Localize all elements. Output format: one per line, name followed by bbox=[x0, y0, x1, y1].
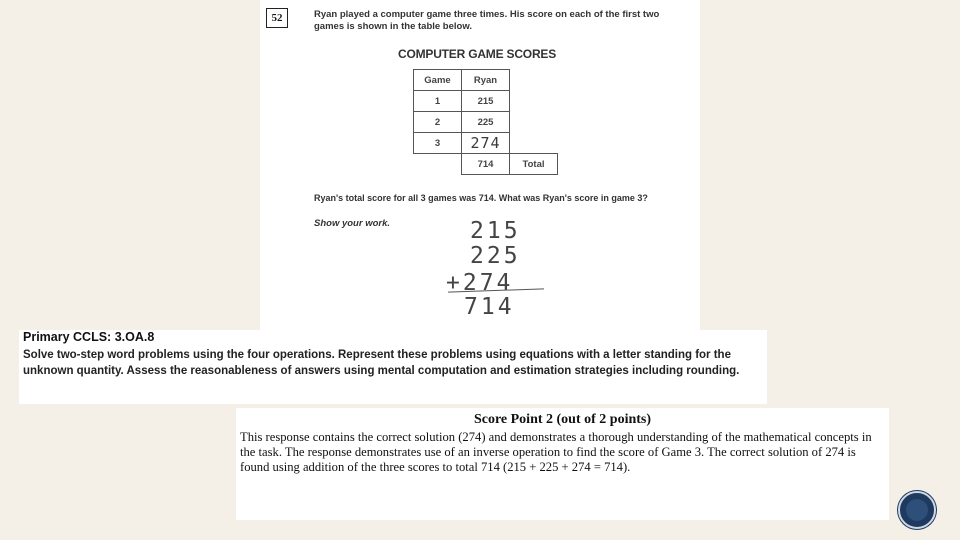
table-header-row bbox=[414, 70, 558, 91]
work-line: +274 bbox=[446, 270, 514, 296]
standard-text: Solve two-step word problems using the four operations. Represent these problems using equations with a letter standing for the unknown quantity. Assess the reasonableness of answers using mental computation and estimation strategies including rounding. bbox=[23, 349, 740, 377]
question-prompt: Ryan played a computer game three times. His score on each of the first two games is shown in the table below. bbox=[314, 9, 660, 32]
score-point-title: Score Point 2 (out of 2 points) bbox=[473, 412, 652, 427]
game-cell: 2 bbox=[414, 112, 462, 133]
work-line: 714 bbox=[464, 294, 515, 320]
handwritten-score-cell: 274 bbox=[462, 133, 510, 154]
score-point-text: This response contains the correct solution (274) and demonstrates a thorough understanding of the mathematical concepts in the task. The response demonstrates use of an inverse operation to find the score of Game 3. The correct solution of 274 is found using addition of the three scores to total 714 (215 + 225 + 274 = 714). bbox=[240, 430, 872, 474]
table-total-row bbox=[414, 154, 558, 175]
table-row bbox=[414, 91, 558, 112]
score-cell: 225 bbox=[462, 112, 510, 133]
scanned-test-item bbox=[260, 0, 700, 330]
work-line: 215 bbox=[470, 218, 521, 244]
question-text: Ryan's total score for all 3 games was 714. What was Ryan's score in game 3? bbox=[314, 193, 648, 203]
work-line: 225 bbox=[470, 243, 521, 269]
slide-nav-button[interactable] bbox=[898, 491, 936, 529]
table-title: COMPUTER GAME SCORES bbox=[398, 47, 557, 61]
game-cell: 1 bbox=[414, 91, 462, 112]
score-table bbox=[413, 69, 558, 175]
score-cell: 215 bbox=[462, 91, 510, 112]
table-row bbox=[414, 112, 558, 133]
score-point-box bbox=[236, 408, 889, 520]
header-ryan: Ryan bbox=[462, 70, 510, 91]
total-label: Total bbox=[510, 154, 558, 175]
total-value: 714 bbox=[462, 154, 510, 175]
question-number: 52 bbox=[266, 8, 288, 28]
standard-title: Primary CCLS: 3.OA.8 bbox=[23, 330, 155, 344]
table-row bbox=[414, 133, 558, 154]
game-cell: 3 bbox=[414, 133, 462, 154]
show-work-label: Show your work. bbox=[314, 218, 391, 229]
header-game: Game bbox=[414, 70, 462, 91]
circle-icon bbox=[906, 499, 928, 521]
standard-box bbox=[19, 330, 767, 404]
